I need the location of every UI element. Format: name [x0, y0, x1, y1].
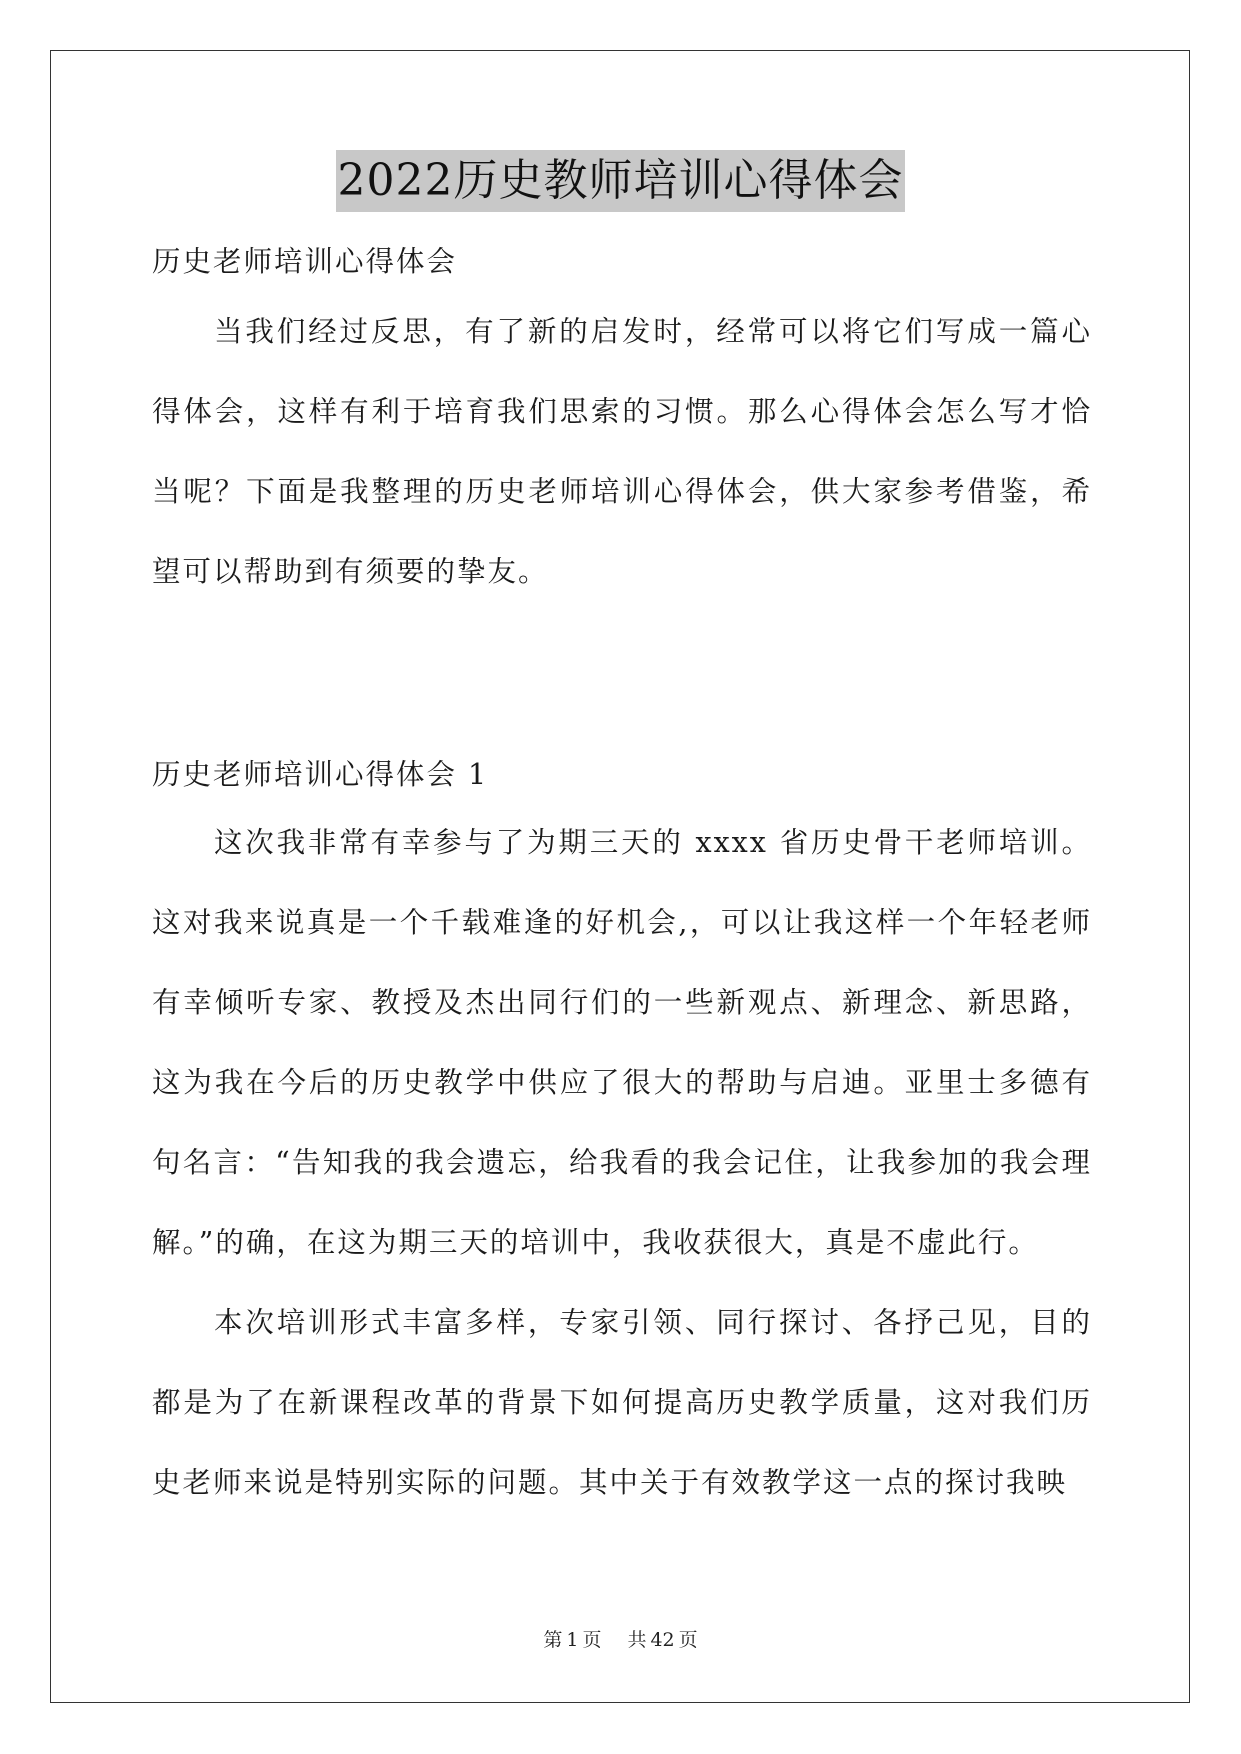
intro-block	[152, 292, 1092, 612]
section1-body	[152, 803, 1092, 1523]
subtitle-block	[152, 242, 1092, 282]
section1-paragraph-1: 这次我非常有幸参与了为期三天的 xxxx 省历史骨干老师培训。这对我来说真是一个千载难逢的好机会,，可以让我这样一个年轻老师有幸倾听专家、教授及杰出同行们的一些新观点、新理念、新思路，这为我在今后的历史教学中供应了很大的帮助与启迪。亚里士多德有句名言：“告知我的我会遗忘，给我看的我会记住，让我参加的我会理解。”的确，在这为期三天的培训中，我收获很大，真是不虚此行。	[152, 826, 1092, 1259]
footer-total-prefix: 共	[627, 1629, 647, 1651]
footer-page-suffix: 页	[582, 1629, 602, 1651]
document-subtitle: 历史老师培训心得体会	[152, 245, 458, 278]
footer-page-prefix: 第	[543, 1629, 563, 1651]
section1-heading-block	[152, 755, 1092, 795]
title-container	[0, 150, 1241, 212]
footer-total-pages: 42	[650, 1629, 675, 1651]
footer-page-number: 1	[566, 1629, 579, 1651]
section1-paragraph-2: 本次培训形式丰富多样，专家引领、同行探讨、各抒己见，目的都是为了在新课程改革的背景下如何提高历史教学质量，这对我们历史老师来说是特别实际的问题。其中关于有效教学这一点的探讨我映	[152, 1306, 1092, 1499]
intro-paragraph: 当我们经过反思，有了新的启发时，经常可以将它们写成一篇心得体会，这样有利于培育我们思索的习惯。那么心得体会怎么写才恰当呢？下面是我整理的历史老师培训心得体会，供大家参考借鉴，希望可以帮助到有须要的挚友。	[152, 315, 1092, 588]
section1-heading: 历史老师培训心得体会 1	[152, 758, 489, 791]
page-footer	[0, 1625, 1241, 1652]
document-title: 2022历史教师培训心得体会	[336, 150, 906, 212]
footer-total-suffix: 页	[678, 1629, 698, 1651]
